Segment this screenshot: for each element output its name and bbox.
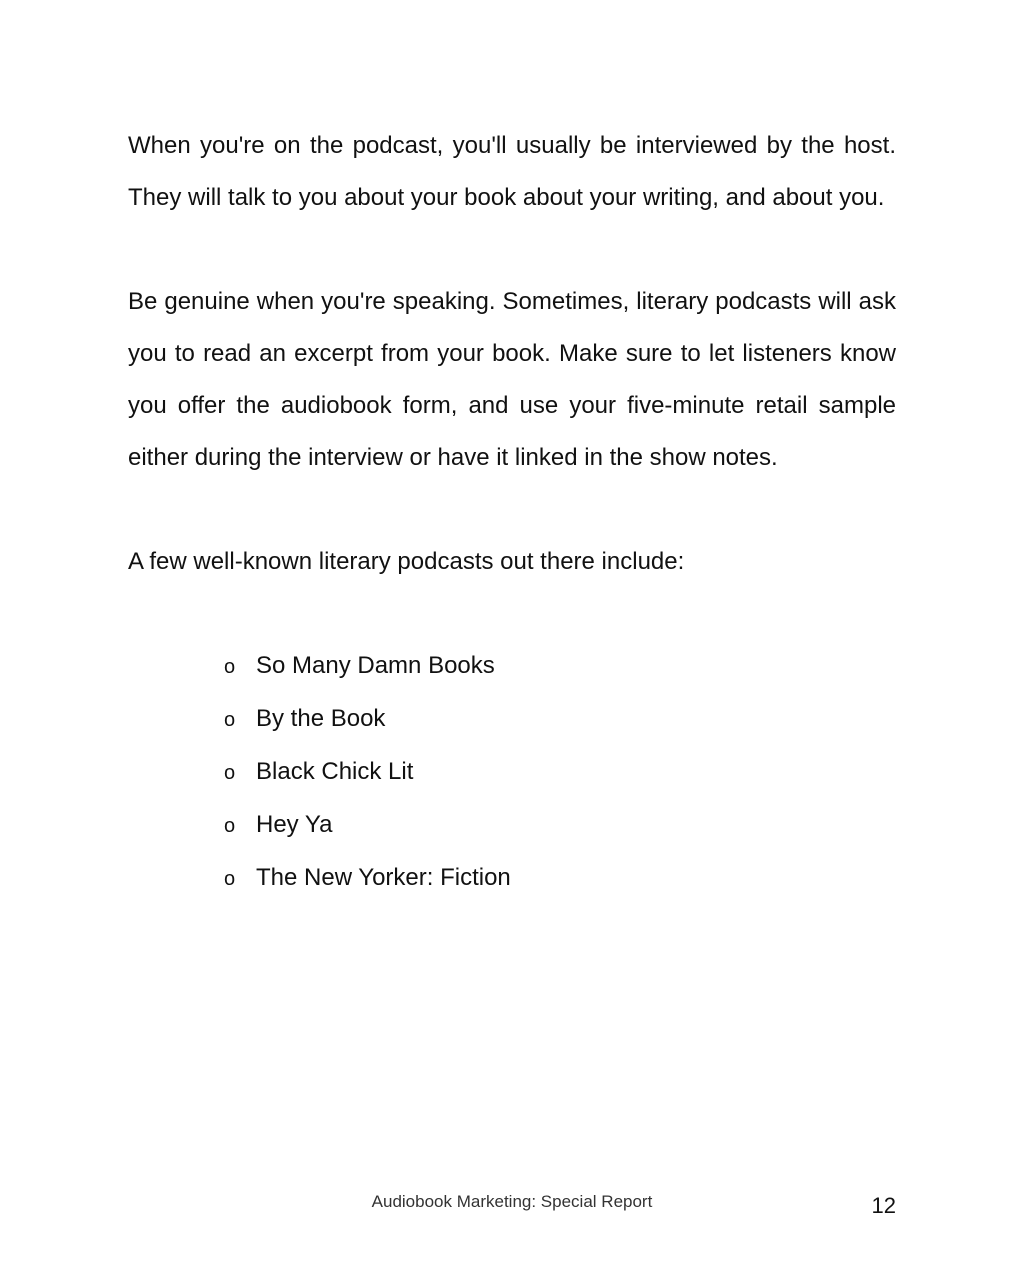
page-number: 12 <box>871 1193 896 1218</box>
circle-bullet-icon: o <box>224 762 236 784</box>
podcast-list <box>128 640 896 905</box>
list-item-label: So Many Damn Books <box>256 652 495 679</box>
paragraph-list-intro: A few well-known literary podcasts out there include: <box>128 548 685 575</box>
list-item <box>224 799 896 852</box>
circle-bullet-icon: o <box>224 656 236 678</box>
list-item <box>224 640 896 693</box>
list-item-label: The New Yorker: Fiction <box>256 864 511 891</box>
list-item <box>224 852 896 905</box>
circle-bullet-icon: o <box>224 815 236 837</box>
page-body <box>128 120 896 905</box>
list-item <box>224 693 896 746</box>
footer-title: Audiobook Marketing: Special Report <box>371 1192 653 1211</box>
paragraph-be-genuine: Be genuine when you're speaking. Sometimes, literary podcasts will ask you to read an excerpt from your book. Make sure to let listeners know you offer the audiobook form, and use your five-minute retail sample either during the interview or have it linked in the show notes. <box>128 288 896 471</box>
list-item <box>224 746 896 799</box>
circle-bullet-icon: o <box>224 868 236 890</box>
list-item-label: Black Chick Lit <box>256 758 414 785</box>
circle-bullet-icon: o <box>224 709 236 731</box>
list-item-label: Hey Ya <box>256 811 333 838</box>
paragraph-interview: When you're on the podcast, you'll usually be interviewed by the host. They will talk to you about your book about your writing, and about you. <box>128 132 896 211</box>
list-item-label: By the Book <box>256 705 386 732</box>
